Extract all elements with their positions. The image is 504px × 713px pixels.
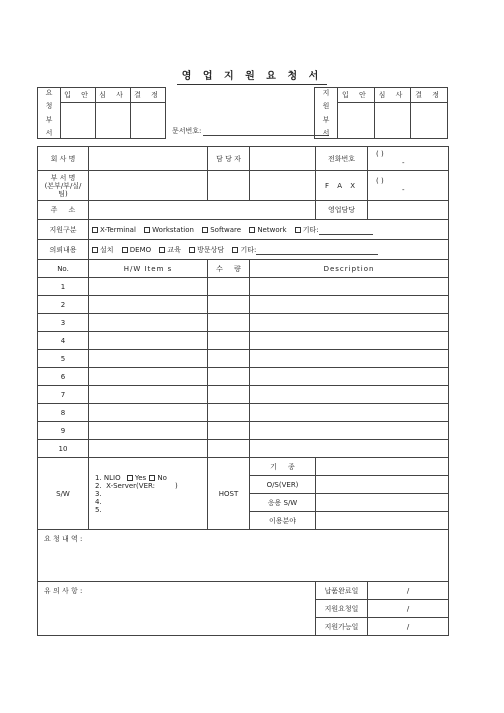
- item-row-number: 3: [38, 314, 89, 332]
- sw-line-3: 3.: [95, 489, 102, 498]
- request-option-other[interactable]: [231, 246, 378, 254]
- company-name-field[interactable]: [89, 147, 208, 171]
- sw-label: S/W: [38, 458, 89, 530]
- phone-field[interactable]: [368, 147, 449, 171]
- item-row-number: 1: [38, 278, 89, 296]
- date-delivery-field[interactable]: /: [368, 582, 449, 600]
- item-hw-field[interactable]: [89, 332, 208, 350]
- item-hw-field[interactable]: [89, 350, 208, 368]
- department-extra-field-1[interactable]: [208, 171, 250, 201]
- form-title: 영 업 지 원 요 청 서: [181, 71, 323, 82]
- item-row-number: 9: [38, 422, 89, 440]
- fax-label: F A X: [316, 171, 368, 201]
- sales-rep-label: 영업담당: [316, 201, 368, 220]
- items-header-qty: 수 량: [208, 260, 250, 278]
- phone-area-code: ( ): [376, 149, 384, 158]
- nlio-no-label: No: [157, 473, 167, 482]
- item-qty-field[interactable]: [208, 278, 250, 296]
- nlio-no-checkbox[interactable]: [149, 475, 155, 481]
- item-row-number: 10: [38, 440, 89, 458]
- date-available-label: 지원가능일: [316, 618, 368, 636]
- option-label: 기타:: [240, 245, 257, 254]
- item-desc-field[interactable]: [250, 422, 449, 440]
- document-number-field[interactable]: [203, 128, 329, 136]
- approval-header-decision: 결 정: [411, 88, 448, 103]
- support-other-field[interactable]: [319, 228, 373, 235]
- fax-dash: -: [402, 185, 405, 194]
- approval-box-requesting-dept: [37, 87, 166, 139]
- request-option-demo[interactable]: [121, 246, 151, 254]
- approval-header-review: 심 사: [374, 88, 411, 103]
- department-label: 부 서 명 (본부/부/실/팀): [38, 171, 89, 201]
- nlio-yes-label: Yes: [134, 473, 147, 482]
- approval-sign-decision[interactable]: [411, 103, 448, 139]
- date-available-field[interactable]: /: [368, 618, 449, 636]
- notes-label: 유 의 사 항 :: [44, 587, 83, 595]
- request-form-table: [37, 146, 449, 636]
- option-label: 기타:: [302, 225, 319, 234]
- host-model-field[interactable]: [316, 458, 449, 476]
- checkbox[interactable]: [122, 247, 128, 253]
- checkbox[interactable]: [295, 227, 301, 233]
- requesting-dept-vertical-label: [38, 88, 61, 139]
- sales-rep-field[interactable]: [368, 201, 449, 220]
- support-option-software[interactable]: [201, 226, 241, 234]
- item-desc-field[interactable]: [250, 296, 449, 314]
- supporting-dept-vertical-label: [315, 88, 338, 139]
- option-label: Network: [257, 225, 287, 234]
- item-qty-field[interactable]: [208, 296, 250, 314]
- vertical-char: 서: [45, 128, 53, 137]
- checkbox[interactable]: [202, 227, 208, 233]
- approval-sign-draft[interactable]: [61, 103, 96, 139]
- item-hw-field[interactable]: [89, 386, 208, 404]
- phone-dash: -: [402, 158, 405, 167]
- title-underline: [177, 84, 327, 85]
- approval-header-draft: 입 안: [61, 88, 96, 103]
- approval-sign-decision[interactable]: [131, 103, 166, 139]
- vertical-char: 부: [322, 115, 330, 124]
- item-row-number: 2: [38, 296, 89, 314]
- checkbox[interactable]: [159, 247, 165, 253]
- item-hw-field[interactable]: [89, 368, 208, 386]
- host-app-field[interactable]: [316, 494, 449, 512]
- item-hw-field[interactable]: [89, 440, 208, 458]
- phone-label: 전화번호: [316, 147, 368, 171]
- sw-line-5: 5.: [95, 505, 102, 514]
- checkbox[interactable]: [92, 247, 98, 253]
- approval-box-supporting-dept: [314, 87, 448, 139]
- item-qty-field[interactable]: [208, 332, 250, 350]
- nlio-yes-checkbox[interactable]: [127, 475, 133, 481]
- item-row-number: 7: [38, 386, 89, 404]
- fax-field[interactable]: [368, 171, 449, 201]
- item-desc-field[interactable]: [250, 314, 449, 332]
- option-label: 방문상담: [197, 245, 225, 254]
- item-row-number: 6: [38, 368, 89, 386]
- company-name-label: 회 사 명: [38, 147, 89, 171]
- sw-line-text: 1. NLIO: [95, 473, 121, 482]
- item-desc-field[interactable]: [250, 404, 449, 422]
- request-detail-label: 요 청 내 역 :: [44, 535, 83, 543]
- checkbox[interactable]: [232, 247, 238, 253]
- vertical-char: 부: [45, 115, 53, 124]
- document-number-label: 문서번호:: [172, 127, 202, 135]
- date-delivery-label: 납품완료일: [316, 582, 368, 600]
- checkbox[interactable]: [92, 227, 98, 233]
- vertical-char: 원: [322, 102, 330, 111]
- option-label: Workstation: [152, 225, 194, 234]
- support-type-options: [89, 220, 449, 240]
- item-desc-field[interactable]: [250, 386, 449, 404]
- host-label: HOST: [208, 458, 250, 530]
- support-type-label: 지원구분: [38, 220, 89, 240]
- checkbox[interactable]: [249, 227, 255, 233]
- manager-label: 담 당 자: [208, 147, 250, 171]
- support-option-network[interactable]: [248, 226, 286, 234]
- checkbox[interactable]: [144, 227, 150, 233]
- item-row-number: 5: [38, 350, 89, 368]
- support-option-other[interactable]: [294, 226, 373, 234]
- vertical-char: 지: [322, 89, 330, 97]
- vertical-char: 요: [45, 89, 53, 97]
- item-hw-field[interactable]: [89, 404, 208, 422]
- item-desc-field[interactable]: [250, 350, 449, 368]
- request-option-install[interactable]: [91, 246, 114, 254]
- manager-field[interactable]: [250, 147, 316, 171]
- date-request-label: 지원요청일: [316, 600, 368, 618]
- items-header-hw: H/W Item s: [89, 260, 208, 278]
- vertical-char: 서: [322, 128, 330, 137]
- sw-line-xserver: 2. X-Server(VER: ): [95, 481, 178, 490]
- request-type-label: 의뢰내용: [38, 240, 89, 260]
- department-extra-field-2[interactable]: [250, 171, 316, 201]
- option-label: DEMO: [129, 245, 152, 254]
- vertical-char: 청: [45, 102, 53, 111]
- option-label: 교육: [167, 245, 181, 254]
- request-detail-area[interactable]: [38, 530, 449, 582]
- item-desc-field[interactable]: [250, 440, 449, 458]
- item-hw-field[interactable]: [89, 314, 208, 332]
- sw-line-nlio: [95, 474, 205, 482]
- items-header-description: Description: [250, 260, 449, 278]
- request-type-options: [89, 240, 449, 260]
- approval-header-decision: 결 정: [131, 88, 166, 103]
- date-request-field[interactable]: /: [368, 600, 449, 618]
- address-label: 주 소: [38, 201, 89, 220]
- approval-header-review: 심 사: [96, 88, 131, 103]
- checkbox[interactable]: [189, 247, 195, 253]
- approval-sign-draft[interactable]: [338, 103, 375, 139]
- item-desc-field[interactable]: [250, 368, 449, 386]
- notes-area[interactable]: [38, 582, 316, 636]
- address-field[interactable]: [89, 201, 316, 220]
- fax-area-code: ( ): [376, 176, 384, 185]
- item-desc-field[interactable]: [250, 278, 449, 296]
- item-hw-field[interactable]: [89, 422, 208, 440]
- item-qty-field[interactable]: [208, 314, 250, 332]
- host-field-usage-label: 이용분야: [250, 512, 316, 530]
- item-qty-field[interactable]: [208, 368, 250, 386]
- item-qty-field[interactable]: [208, 350, 250, 368]
- option-label: X-Terminal: [100, 225, 136, 234]
- host-field-os-label: O/S(VER): [250, 476, 316, 494]
- sw-list[interactable]: [89, 458, 208, 530]
- approval-sign-review[interactable]: [374, 103, 411, 139]
- support-option-workstation[interactable]: [143, 226, 194, 234]
- request-other-field[interactable]: [256, 248, 378, 255]
- host-os-field[interactable]: [316, 476, 449, 494]
- option-label: Software: [210, 225, 242, 234]
- item-qty-field[interactable]: [208, 440, 250, 458]
- item-row-number: 4: [38, 332, 89, 350]
- support-option-xterminal[interactable]: [91, 226, 136, 234]
- approval-header-draft: 입 안: [338, 88, 375, 103]
- host-usage-field[interactable]: [316, 512, 449, 530]
- item-qty-field[interactable]: [208, 422, 250, 440]
- document-number: [172, 126, 329, 136]
- item-row-number: 8: [38, 404, 89, 422]
- request-option-visit[interactable]: [188, 246, 224, 254]
- host-field-app-label: 응용 S/W: [250, 494, 316, 512]
- department-field[interactable]: [89, 171, 208, 201]
- item-qty-field[interactable]: [208, 386, 250, 404]
- approval-sign-review[interactable]: [96, 103, 131, 139]
- sw-line-4: 4.: [95, 497, 102, 506]
- host-field-model-label: 기 종: [250, 458, 316, 476]
- item-desc-field[interactable]: [250, 332, 449, 350]
- items-header-no: No.: [38, 260, 89, 278]
- item-hw-field[interactable]: [89, 296, 208, 314]
- item-hw-field[interactable]: [89, 278, 208, 296]
- item-qty-field[interactable]: [208, 404, 250, 422]
- option-label: 설치: [100, 245, 114, 254]
- request-option-training[interactable]: [158, 246, 181, 254]
